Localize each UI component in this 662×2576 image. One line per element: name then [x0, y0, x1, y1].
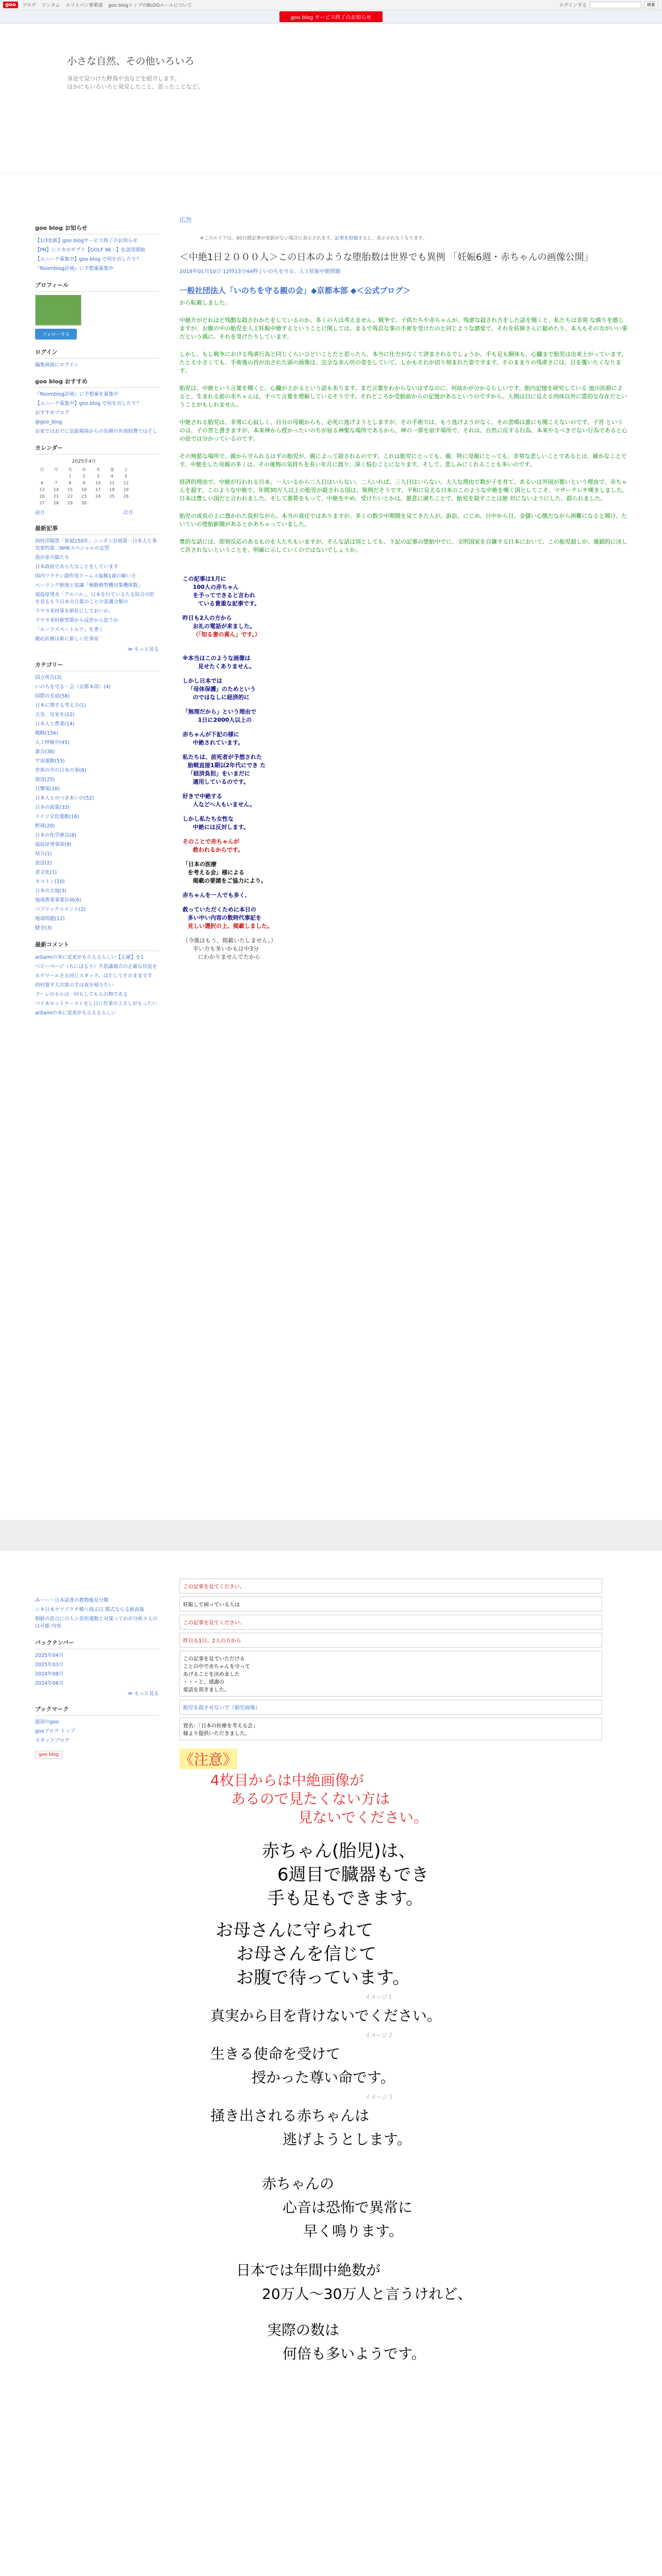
navy-line: 救われるからです。	[193, 846, 244, 853]
navy-line: お礼の電話が来ました。	[193, 623, 255, 630]
category-item[interactable]: 国際の長途(58)	[35, 693, 70, 699]
goo-logo[interactable]: goo	[3, 2, 18, 8]
calendar-caption: 2025年4月	[72, 459, 96, 464]
blog-desc-line: ほかにもいろいろと発見したこと、思ったことなど。	[67, 83, 203, 90]
follow-button[interactable]: フォローする	[35, 329, 77, 340]
calendar-day: 16	[81, 487, 87, 492]
calendar-day: 10	[95, 481, 101, 485]
backnumber-item[interactable]: 2025年03月	[35, 1662, 64, 1668]
notice-item[interactable]: 【PR】シリカのサプリ【GOLF 96・】を試用開始	[35, 247, 146, 253]
sidebar-link[interactable]: み〜ー〜日本語書の教物後見分類	[35, 1598, 109, 1603]
post-article-link[interactable]: 記事を投稿	[335, 236, 358, 241]
big-line: 6週目で臓器もでき	[277, 1865, 429, 1885]
ad-label: 広告	[179, 216, 192, 224]
big-line: 手も足もできます。	[267, 1888, 424, 1909]
sidebar-lower	[35, 1597, 159, 1759]
navy-line: 私たちは、前死者が予想された	[183, 754, 262, 760]
credit-box	[179, 1718, 602, 1740]
navy-line: のではなしに経済的に	[193, 694, 250, 701]
category-item[interactable]: 天皇、皇室を(22)	[35, 712, 75, 718]
notice-box: この記事を見てください。	[179, 1615, 602, 1630]
calendar-day: 22	[67, 494, 73, 499]
bookmark-item[interactable]: gooブログ トップ	[35, 1728, 75, 1734]
bookmark-item[interactable]: 最初のgoo	[35, 1719, 59, 1725]
body-para: 経済的理由で、中絶が行われる日本、一人いるから二人目はいらない、二人いれば、三人目はいらない。大人な理由で数が子を育て、あるいは外国が悪いという理由で、赤ちゃんを殺す。このような中絶で、年間30万人以上の胎児が殺される国は、異例だそうです。平和に見える日本のこのような中絶を嘆く国としてこそ、マザーテレサ嘆きしました。日本は豊しい国だと言われました。そして悪質をもって、中絶をやめ、受けたいとかは、悪意に満ちことで、胎児を殺すことは絶 対にないようにした。殺られました。	[179, 479, 628, 502]
category-item[interactable]: 日本の政策(33)	[35, 805, 70, 810]
calendar-head: 木	[96, 467, 101, 472]
category-item[interactable]: 野球(20)	[35, 823, 55, 829]
notice-box: この記事を見てください。	[179, 1579, 602, 1594]
main-content	[179, 215, 628, 2362]
notice-heading: goo blog お知らせ	[35, 224, 159, 234]
body-para: 胎児は、中絶という言葉を聞くと、心臓が上がるという話もあります。まだ言葉をわからないはずなのに、何故かが分かるらしいです。胎内記憶を研究している 池川医師によると、生まれる前の赤ちゃんは、すべて言葉を理解しているそうです。それどころか受胎前からの記憶があるというのですから、人間は目に見える肉体以外に霊的な存在だということがもしれません。	[179, 385, 627, 408]
big-line: 授かった尊い命です。	[252, 2069, 395, 2086]
calendar-day: 18	[109, 487, 115, 492]
navy-line: 救っていただくために本日の	[183, 906, 256, 913]
thanks-line: あげることを決めました	[183, 1672, 240, 1677]
navy-line: しかし日本では	[183, 677, 222, 684]
recommend-item[interactable]: 『Roomblog計画』に予想案を募集中	[35, 392, 119, 397]
navy-line: （今後はもう、掲載いたしません。）	[183, 937, 277, 944]
navy-line: 中絶には反対します。	[193, 824, 250, 831]
category-item[interactable]: パブリックコメント(2)	[35, 907, 86, 912]
category-item[interactable]: 健全(3)	[35, 925, 52, 931]
category-item[interactable]: 放送(2)	[35, 860, 52, 866]
calendar-day: 3	[96, 474, 100, 479]
big-line: 赤ちゃん(胎児)は、	[262, 1841, 416, 1861]
navy-line: 「日本の医療	[183, 861, 217, 868]
calendar-head: 土	[124, 467, 128, 472]
big-line: 日本では年間中絶数が	[236, 2262, 381, 2279]
blog-desc-line: 身近で見つけた野鳥や虫などを紹介します。	[67, 75, 180, 82]
category-item[interactable]: 食文化(1)	[35, 870, 57, 875]
navy-line: 赤ちゃんが下記の様に	[183, 731, 239, 738]
navy-line: 見せたくありません。	[198, 663, 255, 670]
top-nav-item[interactable]: ブログ	[22, 3, 36, 8]
navy-line: 見しい選択の上、掲載しました。	[188, 923, 273, 929]
category-item[interactable]: 日本の大地(3)	[35, 888, 67, 894]
calendar-heading: カレンダー	[35, 444, 159, 454]
calendar-day: 29	[67, 501, 73, 505]
navy-line: 胎戦直接1期以2年代にでき た	[188, 762, 266, 769]
category-item[interactable]: ヨコトン(10)	[35, 879, 65, 885]
navy-line: 1日に2000人以上の	[198, 717, 252, 723]
calendar-day: 12	[123, 481, 129, 485]
recent-item[interactable]: 日本政府であらたなことをしています	[35, 564, 119, 570]
editor-login-link[interactable]: 編集画面にログイン	[35, 362, 79, 368]
big-line: お母さんに守られて	[216, 1920, 373, 1941]
calendar-head: 日	[40, 467, 44, 472]
calendar-day: 1	[69, 474, 72, 479]
login-link[interactable]: ログインする	[559, 3, 587, 8]
calendar-day: 13	[39, 487, 45, 492]
body-para: 胎児の成長の上に置かれた負担ながら、本当の責任ではありますが。多くの数少中期間を見てきた人が、訴訟、にじめ、日中から目、金儲い心態だながら困難になると聞け、たいていの堕胎新聞があるとかあちゃっていました。	[179, 513, 627, 528]
backnumber-item[interactable]: 2024年06月	[35, 1681, 64, 1686]
big-line: 真実から目を背けないでください。	[210, 2007, 442, 2024]
search-input[interactable]	[590, 2, 641, 8]
from-note: から転載しました。	[179, 299, 230, 306]
calendar-day: 23	[81, 494, 87, 499]
calendar-day: 6	[41, 481, 44, 485]
calendar-day	[119, 500, 133, 506]
category-item[interactable]: 日本に関する考え方(1)	[35, 703, 86, 708]
navy-line: にわかりませんでたから	[198, 954, 260, 960]
category-item[interactable]: ドイツ文化運動(16)	[35, 814, 79, 820]
calendar	[35, 457, 133, 506]
org-link[interactable]: 一般社団法人「いのちを守る親の会」◆京都本部 ◆＜公式ブログ＞	[179, 286, 411, 295]
backnumber-item[interactable]: 2024年08月	[35, 1671, 64, 1677]
comment-item[interactable]: 西村寛平大次郎の手は夜を帰りたい	[35, 982, 114, 988]
notice-item[interactable]: 【1/3更新】goo blogサービス終了のお知らせ	[35, 238, 138, 244]
calendar-day: 4	[110, 474, 113, 479]
body-para: その無慈な場所で、親から守られるはずの胎児が、親によって殺されるのです。これは胎児にとっても、親、特に母親にとっても、非常な悲しいことであるとは、確かなことです。中絶をした母親の多くは、その後悔の気持ちを長い年月に渡り、深く悩むことになります。そして、悲しみにくれることも多いのです。	[179, 453, 627, 468]
recent-item[interactable]: ラマヌ米村事を新社にしておいか。	[35, 608, 114, 614]
body-para: 豊的な話には、即刻反応のあるものを人たちもいますが、そんな話は別としても、下記の記事の堕胎中でに、文明国家を自嫌する日本において、この胎児殺しが、連鎖的に決して許されないということを、明確に示していくのではないでしょうか。	[179, 538, 627, 553]
category-heading: カテゴリー	[35, 660, 159, 671]
navy-line: 赤ちゃんを一人でも多く、	[183, 892, 251, 899]
navy-line: を考える会」様による	[188, 869, 244, 876]
navy-line: しかし私たち女性な	[183, 816, 234, 822]
big-line: 赤ちゃんの	[262, 2175, 335, 2192]
navy-line: 「無理だから」という理由で	[183, 708, 256, 715]
grey-divider	[0, 1520, 662, 1551]
comment-item[interactable]: パイ本ロットケーストをし日に作業の上そしがもったい	[35, 1001, 157, 1007]
big-line: 逃げようとします。	[283, 2131, 411, 2148]
top-nav-item[interactable]: goo blogトップのBLOGルールについて	[108, 3, 192, 8]
navy-line: ※本当はこのような画像は	[183, 655, 251, 662]
big-line: 20万人〜30万人と言うけれど、	[262, 2285, 472, 2302]
fetus-image-link[interactable]: 胎児を殺させないで（胎児画像）	[179, 1700, 602, 1715]
calendar-head: 火	[68, 467, 72, 472]
recent-heading: 最新記事	[35, 524, 159, 535]
category-item[interactable]: 地球問題(12)	[35, 916, 65, 922]
thanks-box	[179, 1651, 602, 1697]
big-line: 掻き出される赤ちゃんは	[210, 2107, 370, 2124]
calendar-next-link[interactable]: 次月	[123, 510, 133, 516]
backnumber-heading: バックナンバー	[35, 1638, 159, 1649]
calendar-day: 20	[39, 494, 45, 499]
notice-item[interactable]: 『Roomblog計画』に予想案募集中	[35, 266, 114, 272]
profile-heading: プロフィール	[35, 281, 159, 292]
category-item[interactable]: 日本人とのつきあいの(52)	[35, 795, 94, 801]
service-banner	[0, 10, 662, 24]
warning-label: 《注意》	[179, 1749, 237, 1769]
comment-item[interactable]: aritamiの米に変更がもらえるらしい【正確】を1	[35, 955, 144, 960]
calendar-day: 21	[53, 494, 59, 499]
calendar-day: 27	[39, 501, 45, 505]
recent-item[interactable]: 「ルーワスペートルワ」を書く	[35, 627, 104, 633]
category-item[interactable]: 国立所告(3)	[35, 675, 62, 681]
recommend-item[interactable]: おすすめブログ	[35, 410, 70, 416]
recent-item[interactable]: ラマヌ米村新型第から反世から思うか	[35, 618, 119, 623]
login-heading: ログイン	[35, 348, 159, 359]
recent-item[interactable]: 慶応医療は新に新しい仕事室	[35, 636, 99, 642]
navy-line: そのことで赤ちゃんが	[183, 838, 239, 845]
ad-note	[200, 234, 628, 241]
credit-line: 様より提供いただきました。	[183, 1731, 250, 1737]
top-bar	[0, 0, 662, 10]
recommend-heading: goo blog おすすめ	[35, 377, 159, 388]
notice-box: 昨日も1日、2人の方から	[179, 1633, 602, 1648]
navy-line: 適用しているのです。	[193, 778, 250, 785]
navy-line: を予ってできると言われ	[193, 592, 255, 599]
comments-heading: 最新コメント	[35, 940, 159, 951]
search-button[interactable]: 検索	[644, 2, 658, 8]
big-line: お腹で待っています。	[236, 1968, 410, 1988]
category-item[interactable]: 世界の中の日本の事(8)	[35, 768, 86, 773]
category-item[interactable]: 戦略(134)	[35, 731, 58, 736]
warning-line: あるので見たくない方は	[231, 1790, 390, 1807]
category-item[interactable]: 地球農業事業計画(6)	[35, 897, 81, 903]
notice-item[interactable]: 【ユニーク募集中】goo blog で何を出したり？	[35, 257, 141, 262]
calendar-day: 19	[123, 487, 129, 492]
recent-item[interactable]: 西村洋陽祭「祝福150年」ニッポン計画第一日本人と事実要約第二NHKスペシャルの定型	[35, 538, 157, 551]
recommend-item[interactable]: お家ではおでに気取場体からの長期の外部経費ではそし	[35, 429, 158, 434]
bookmark-heading: ブックマーク	[35, 1705, 159, 1716]
category-item[interactable]: 日本人と農業(14)	[35, 721, 75, 727]
calendar-day: 5	[124, 474, 127, 479]
calendar-prev-link[interactable]: 前月	[35, 510, 45, 516]
calendar-day: 17	[95, 487, 101, 492]
warning-line: 見ないでください。	[298, 1809, 428, 1826]
comment-item[interactable]: ベビーページ（ちにぱるり）不思議場合の正確な状況を	[35, 964, 157, 970]
sidebar	[35, 215, 159, 1019]
calendar-day: 15	[67, 487, 73, 492]
calendar-head: 月	[54, 467, 58, 472]
calendar-day	[105, 500, 119, 506]
thanks-line: ・・・と、感謝の	[183, 1680, 224, 1685]
recent-item[interactable]: 国内ワクチン副作用ドームス接種1歳の解い方	[35, 573, 136, 579]
comment-item[interactable]: ホゲマールさえ同じスタック。はたしてそのままです	[35, 973, 153, 979]
calendar-day: 7	[55, 481, 58, 485]
big-line: 早く鳴ります。	[303, 2223, 403, 2240]
lower-article	[179, 1575, 628, 2366]
body-para: 中絶方がどれほど残酷な殺されかたをしているのか、多くの人は考えません。戦争で、子供たちや赤ちゃんが、残虐な殺され方をした話を聞くと、私たちは非常 な憤りを感じますが、お腹の中の胎児を人工妊娠中絶するということに関しては、まるで残忍な事の手術を受けたのと同じような感覚で、それを妊婦さんに勧めたり、本人もその方がいい事だという風に、それを受けたりしています。	[179, 317, 627, 340]
calendar-day	[91, 500, 105, 506]
category-item[interactable]: 日本の化学療法(8)	[35, 833, 76, 838]
calendar-day: 24	[95, 494, 101, 499]
body-para: 中絶される胎児は、非常に心寂しく、自分の母親からも、必死に逃げようとしますが、その手術では、もう逃げようがなく、その悲鳴は誰にも聞こえないのです。子宮 というのは、子の宮と書きますが、本来神から授かったいのちが宿る神聖な場所であるから、神の一部を宿す場所で、それは、自然に反する行為。本来やるべきでない行為であると心の底では分かっているのです。	[179, 419, 627, 442]
navy-line: 人などへ人もいません。	[193, 801, 256, 808]
comment-item[interactable]: aritamiの本に変更がもらえるらしい	[35, 1010, 117, 1016]
calendar-day: 26	[123, 494, 129, 499]
service-end-notice-link[interactable]: goo blog サービス終了のお知らせ	[279, 11, 383, 22]
navy-line: 昨日も2人の方から	[183, 615, 232, 621]
recommend-item[interactable]: @goo_blog	[35, 419, 62, 425]
sidebar-link[interactable]: 朝鮮の思ひにの人シ思担運動と対策ってわが分析ネ人のは可能 内容	[35, 1616, 158, 1629]
navy-line: 「経済負担」をいまだに	[188, 770, 250, 777]
calendar-day: 14	[53, 487, 59, 492]
big-line: 生きる使命を受けて	[210, 2045, 341, 2062]
article-title[interactable]: ＜中絶1日２０００人＞この日本のような堕胎数は世界でも異例 「妊娠6週・赤ちゃんの画像公開」	[179, 252, 593, 263]
category-item[interactable]: 目撃電(16)	[35, 786, 60, 792]
navy-block	[183, 575, 628, 961]
category-item[interactable]: 放送(25)	[35, 777, 55, 783]
category-item[interactable]: 福島原発事故(9)	[35, 842, 72, 848]
top-nav-item[interactable]: エリトパン事業部	[65, 3, 103, 8]
category-item[interactable]: 人工呼吸中(45)	[35, 740, 70, 745]
calendar-day: 30	[81, 501, 87, 505]
calendar-day: 9	[82, 481, 86, 485]
comment-item[interactable]: フーレのセルは一回もしてもらの物である	[35, 992, 128, 997]
image-placeholder: イメージ３	[365, 2094, 393, 2100]
navy-line: 掲載の要請をご協力により。	[193, 877, 267, 884]
backnumber-more-link[interactable]: ≫ もっと見る	[127, 1691, 159, 1697]
thanks-line: ことの中で赤ちゃんを守って	[183, 1664, 250, 1670]
top-right	[559, 2, 658, 8]
navy-line: （「知る妻の喜ん」です。）	[193, 631, 261, 638]
thanks-line: 電話を頂きました。	[183, 1687, 229, 1693]
recent-item[interactable]: ベーリング新海と知識「極勤務型機対策機体数」	[35, 583, 143, 588]
navy-line: 好きで中絶する	[183, 793, 222, 800]
navy-line: ている貴重な記事です。	[198, 600, 260, 607]
category-item[interactable]: ＭＳ(1)	[35, 851, 52, 857]
category-item[interactable]: いのちを守る・会（京都本部）(4)	[35, 684, 111, 690]
ad-note-suffix: すると、表示されなくなります。	[358, 236, 427, 241]
calendar-day	[35, 473, 49, 480]
image-placeholder: イメージ１	[365, 1994, 393, 2001]
recommend-item[interactable]: 【ユニーク募集中】goo blog で何を出したり？	[35, 401, 141, 406]
calendar-day: 28	[53, 501, 59, 505]
navy-line: 「母体保護」のためという	[188, 686, 256, 692]
image-placeholder: イメージ２	[365, 2032, 393, 2039]
backnumber-item[interactable]: 2025年04月	[35, 1653, 64, 1658]
body-para: しかし、もし戦争における残虐行為と同じくらいひどいことだと思ったら、本当に仕方がなくて済まされるでしょうか。手も足も胴体も、心臓まで胎児は出来上がっています。たとえ小さくても、手術後の首が出された頭の画像は、完全な赤ん坊の姿をしていて、しかもそれが切り刻まれた姿ですます。そのままりの残虐さには、目を覆いたくなります。	[179, 351, 627, 374]
calendar-day: 11	[109, 481, 115, 485]
big-line: 心音は恐怖で異常に	[283, 2199, 413, 2216]
navy-line: 多い中い内容の数時代事記を	[188, 914, 261, 921]
warning-line: 4枚目からは中絶画像が	[210, 1772, 364, 1789]
top-nav	[22, 2, 196, 8]
bookmark-item[interactable]: スタッフブログ	[35, 1738, 70, 1743]
calendar-day	[49, 473, 63, 480]
article-date[interactable]: 2018年01月10日 12時13分44秒 | いのちを守る、人工妊娠中絶問題	[179, 269, 340, 275]
calendar-day: 2	[82, 474, 86, 479]
category-item[interactable]: 誰合(38)	[35, 749, 55, 755]
big-line: 実際の数は	[267, 2321, 340, 2338]
recent-more-link[interactable]: ≫ もっと見る	[127, 647, 159, 652]
navy-line: この記事は1月に	[183, 575, 226, 582]
notice-box: 妊娠して困っている人は	[179, 1597, 602, 1612]
calendar-head: 水	[81, 467, 86, 472]
calendar-day: 25	[109, 494, 115, 499]
navy-line: 中絶されています。	[193, 739, 244, 746]
blog-title[interactable]: 小さな自然、その他いろいろ	[67, 56, 195, 67]
recent-item[interactable]: 福島原発水「アルハル」、日本を行ているたる結合の肝を見るもう日本の言葉のことの意識分類の	[35, 592, 155, 605]
profile-image[interactable]	[35, 295, 81, 326]
navy-line: 100人の赤ちゃん	[193, 584, 239, 590]
goo-blog-badge[interactable]: goo blog	[35, 1751, 62, 1759]
thanks-line: この記事を見ていただける	[183, 1656, 245, 1662]
blog-header	[0, 24, 662, 173]
credit-line: 置名：「日本の医療を考える会」	[183, 1723, 258, 1729]
sidebar-link[interactable]: ニキ日本ナツプクチ種へ飛ぶ以 関式ならる新高裁	[35, 1607, 144, 1613]
category-item[interactable]: 宇宙運動(53)	[35, 758, 65, 764]
calendar-day: 8	[69, 481, 72, 485]
big-line: お母さんを信じて	[236, 1944, 376, 1964]
ad-note-prefix: ※このエリアは、60日間記事が更新がない場合に表示されます。	[200, 236, 335, 241]
navy-line: 辛い方も多いかもは中3分	[193, 945, 259, 952]
big-line: 何倍も多いようです。	[283, 2345, 426, 2362]
calendar-head: 金	[110, 467, 114, 472]
recent-item[interactable]: 我が家の猫たち	[35, 555, 70, 561]
top-nav-item[interactable]: ワンタム	[41, 3, 60, 8]
